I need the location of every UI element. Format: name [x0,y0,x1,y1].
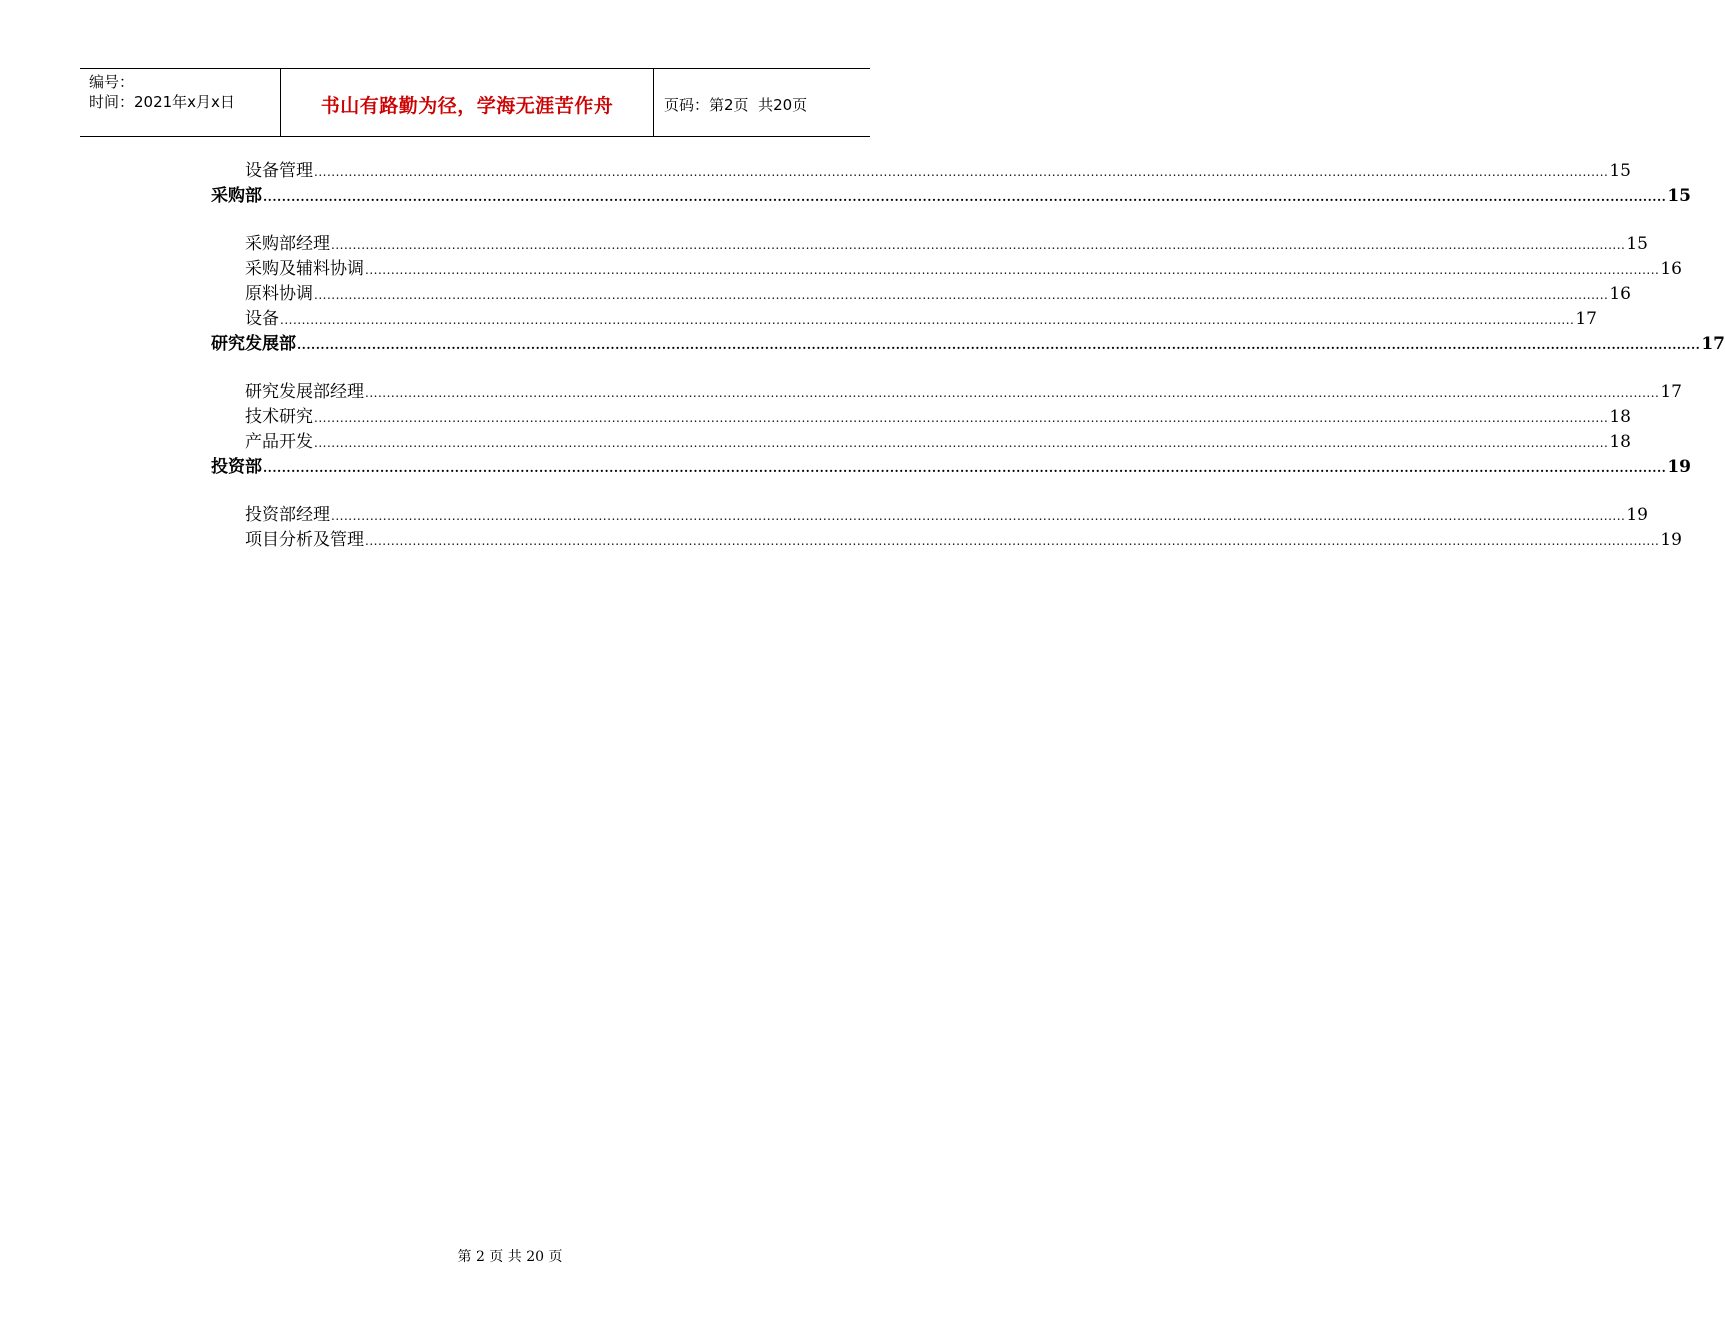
toc-entry-title: 产品开发 [245,432,313,452]
page-footer [0,1246,950,1266]
toc-leader-dots: ............................................................................................................................................................................................................................................................................................................ [280,313,1575,327]
toc-entry[interactable] [245,405,1631,429]
toc-entry[interactable] [245,503,1648,527]
toc-entry-page: 15 [1626,234,1648,254]
toc-entry-title: 采购部经理 [245,234,330,254]
toc-entry[interactable] [245,528,1682,552]
toc-entry-page: 19 [1626,505,1648,525]
toc-entry-page: 17 [1575,309,1597,329]
toc-entry-page: 16 [1660,259,1682,279]
toc-leader-dots: ............................................................................................................................................................................................................................................................................................................ [314,165,1609,179]
toc-entry-title: 技术研究 [245,407,313,427]
toc-leader-dots: ............................................................................................................................................................................................................................................................................................................ [314,288,1609,302]
toc-leader-dots: ............................................................................................................................................................................................................................................................................................................ [331,238,1626,252]
toc-entry[interactable] [245,232,1648,256]
toc-section[interactable] [211,455,1691,479]
page-info-text: 页码：第2页 共20页 [664,96,808,114]
toc-entry-title: 研究发展部经理 [245,382,364,402]
toc-entry-page: 19 [1660,530,1682,550]
footer-page-number: 第 2 页 共 20 页 [457,1249,563,1265]
toc-section[interactable] [211,184,1691,208]
page-header [80,68,870,137]
toc-leader-dots: ............................................................................................................................................................................................................................................................................................................ [365,386,1660,400]
toc-entry-page: 16 [1609,284,1631,304]
toc-section-page: 19 [1667,457,1691,477]
toc-section-title: 投资部 [211,457,262,477]
toc-entry-title: 采购及辅料协调 [245,259,364,279]
toc-entry-title: 设备管理 [245,161,313,181]
toc-leader-dots: ............................................................................................................................................................................................................................................................................................................ [314,411,1609,425]
toc-entry-title: 原料协调 [245,284,313,304]
toc-entry[interactable] [245,257,1682,281]
toc-entry-title: 设备 [245,309,279,329]
toc-leader-dots: ............................................................................................................................................................................................................................................................................................................ [297,338,1701,352]
toc-leader-dots: ............................................................................................................................................................................................................................................................................................................ [263,461,1667,475]
toc-leader-dots: ............................................................................................................................................................................................................................................................................................................ [365,534,1660,548]
toc-entry[interactable] [245,282,1631,306]
toc-entry[interactable] [245,430,1631,454]
toc-section-title: 研究发展部 [211,334,296,354]
toc-entry-title: 投资部经理 [245,505,330,525]
toc-entry-page: 17 [1660,382,1682,402]
header-page-info [654,69,870,136]
toc-section-page: 17 [1701,334,1725,354]
toc-section[interactable] [211,332,1725,356]
toc-leader-dots: ............................................................................................................................................................................................................................................................................................................ [331,509,1626,523]
toc-entry[interactable] [245,380,1682,404]
header-motto: 书山有路勤为径，学海无涯苦作舟 [281,69,654,136]
toc-section-title: 采购部 [211,186,262,206]
toc-entry-title: 项目分析及管理 [245,530,364,550]
number-label: 编号： [89,73,135,91]
toc-leader-dots: ............................................................................................................................................................................................................................................................................................................ [365,263,1660,277]
toc-entry-page: 18 [1609,432,1631,452]
time-label: 时间：2021年x月x日 [89,93,235,111]
toc-section-page: 15 [1667,186,1691,206]
toc-entry-page: 18 [1609,407,1631,427]
toc-entry[interactable] [245,307,1597,331]
toc-leader-dots: ............................................................................................................................................................................................................................................................................................................ [263,190,1667,204]
toc-leader-dots: ............................................................................................................................................................................................................................................................................................................ [314,436,1609,450]
header-meta [80,69,281,136]
toc-entry[interactable] [245,159,1631,183]
toc-entry-page: 15 [1609,161,1631,181]
